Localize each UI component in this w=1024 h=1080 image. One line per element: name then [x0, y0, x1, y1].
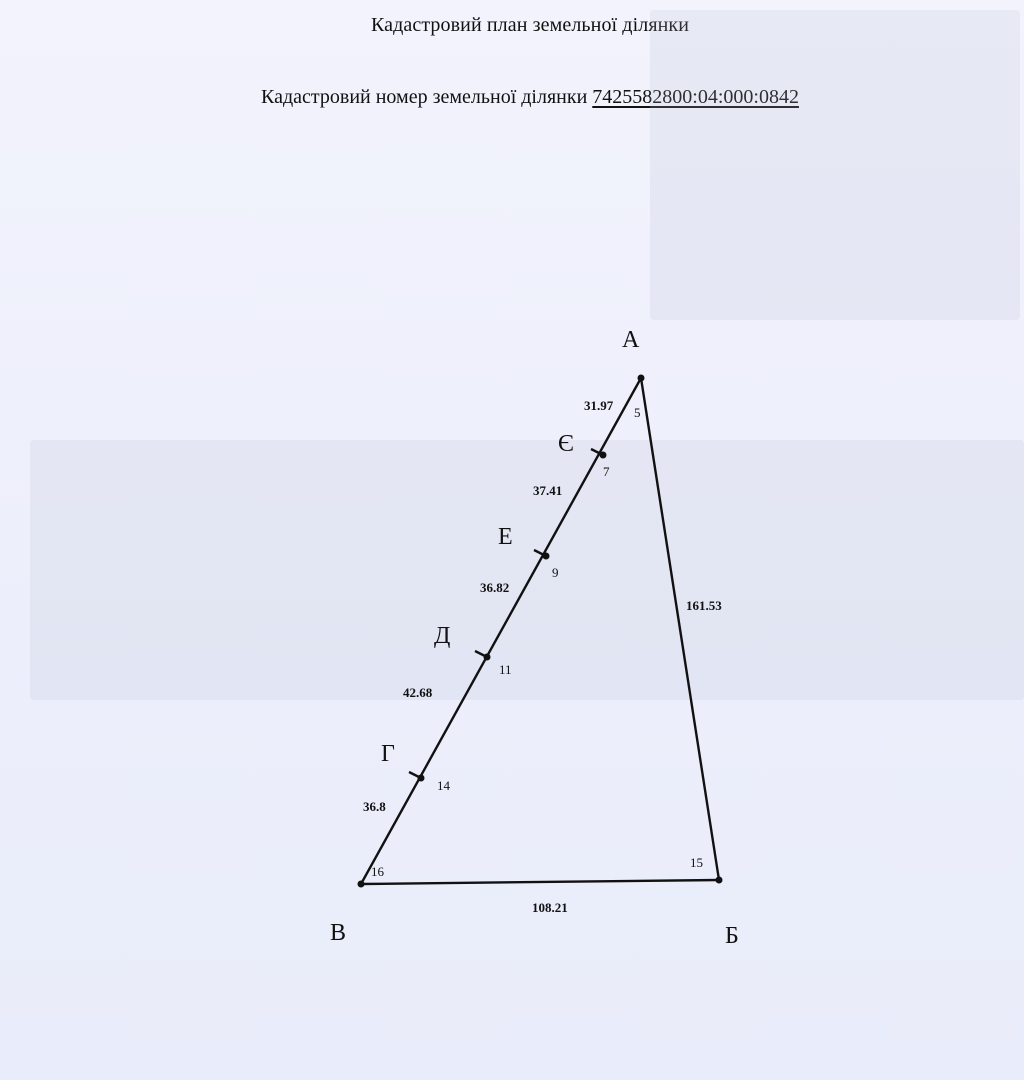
page-title: Кадастровий план земельної ділянки: [370, 14, 690, 36]
point-number-9: 9: [552, 565, 559, 580]
boundary-b-v: [361, 880, 719, 884]
point-v-dot: [358, 881, 365, 888]
vertex-label-d: Д: [434, 623, 451, 649]
vertex-label-a: А: [622, 327, 640, 353]
point-number-11: 11: [499, 662, 512, 677]
length-d-g: 42.68: [403, 685, 433, 700]
length-g-v: 36.8: [363, 799, 386, 814]
point-number-15: 15: [690, 855, 703, 870]
length-a-b: 161.53: [686, 598, 722, 613]
cadastral-label: Кадастровий номер земельної ділянки: [261, 86, 588, 108]
length-a-ye: 31.97: [584, 398, 614, 413]
vertex-label-e: Е: [498, 524, 513, 550]
vertex-label-b: Б: [725, 923, 739, 949]
point-number-7: 7: [603, 464, 610, 479]
reverse-side-bleed: [30, 10, 1024, 700]
vertex-label-ye: Є: [558, 431, 574, 457]
vertex-label-g: Г: [381, 741, 395, 767]
cadastral-number: 7425582800:04:000:0842: [592, 86, 799, 108]
length-e-d: 36.82: [480, 580, 510, 595]
point-number-16: 16: [371, 864, 384, 879]
length-v-b: 108.21: [532, 900, 568, 915]
point-b-dot: [716, 877, 723, 884]
vertex-label-v: В: [330, 920, 347, 946]
point-number-14: 14: [437, 778, 450, 793]
length-ye-e: 37.41: [533, 483, 563, 498]
point-number-5: 5: [634, 405, 641, 420]
point-a-dot: [638, 375, 645, 382]
